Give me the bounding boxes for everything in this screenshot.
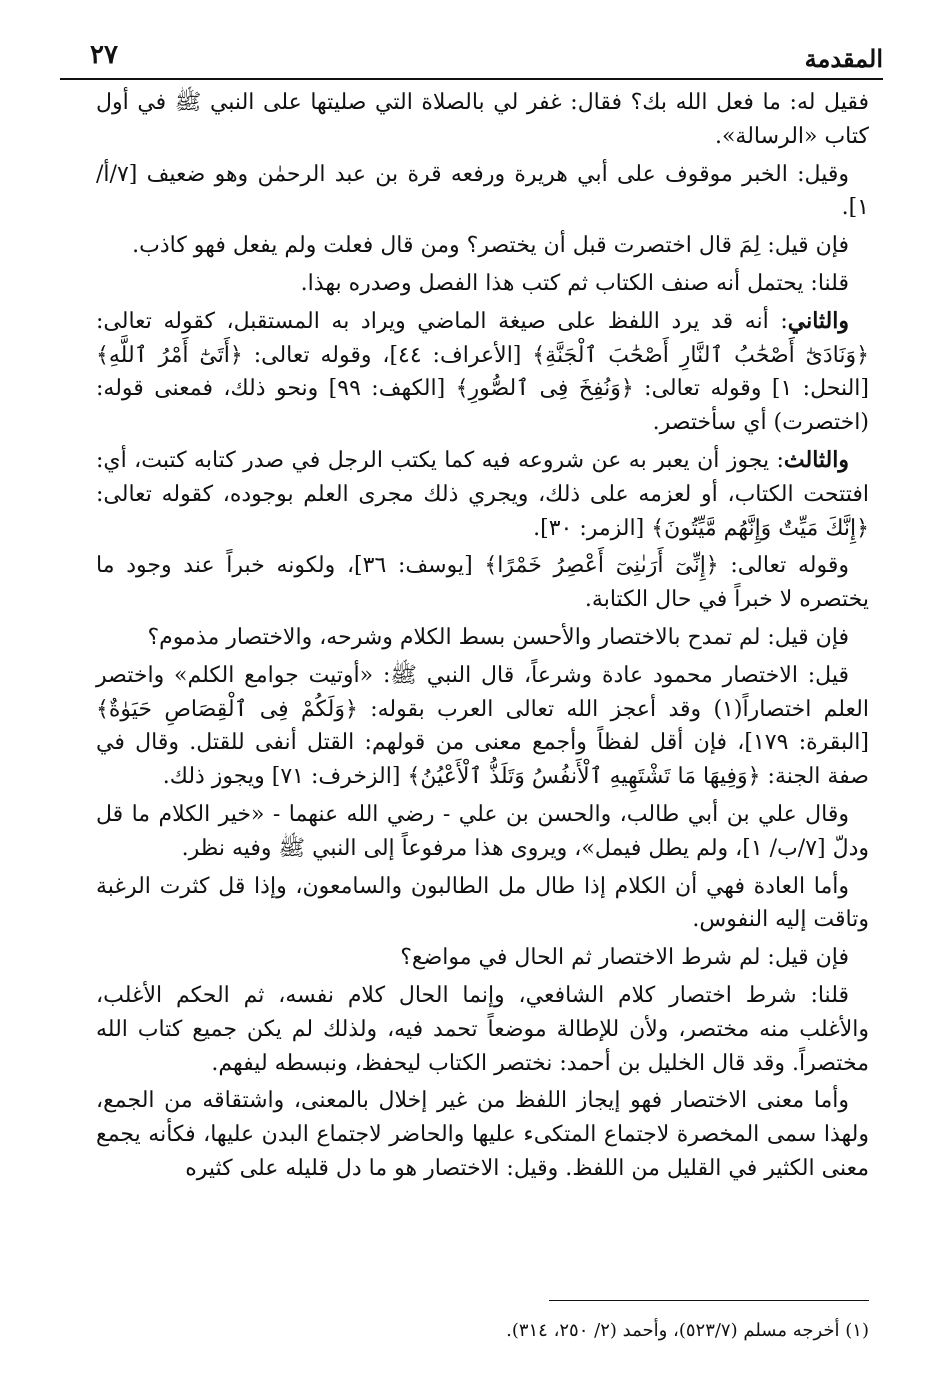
paragraph-9: قيل: الاختصار محمود عادة وشرعاً، قال النبي ﷺ: «أوتيت جوامع الكلم» واختصر العلم اختصاراً(١) وقد أعجز الله تعالى العرب بقوله: ﴿وَلَكُمْ فِى ٱلْقِصَاصِ حَيَوٰةٌ﴾ [البقرة: ١٧٩]، فإن أقل لفظاً وأجمع معنى من قولهم: القتل أنفى للقتل. وقال في صفة الجنة: ﴿وَفِيهَا مَا تَشْتَهِيهِ ٱلْأَنفُسُ وَتَلَذُّ ٱلْأَعْيُنُ﴾ [الزخرف: ٧١] ويجوز ذلك. — [96, 662, 869, 790]
main-text — [96, 86, 869, 1190]
bold-lead-word: والثاني — [787, 307, 849, 334]
page-number: ٢٧ — [90, 40, 118, 70]
paragraph-12: فإن قيل: لم شرط الاختصار ثم الحال في مواضع؟ — [400, 945, 849, 971]
footnotes — [96, 1318, 869, 1344]
paragraph-4: قلنا: يحتمل أنه صنف الكتاب ثم كتب هذا الفصل وصدره بهذا. — [300, 270, 849, 296]
paragraph-11: وأما العادة فهي أن الكلام إذا طال مل الطالبون والسامعون، وإذا قل كثرت الرغبة وتاقت إليه النفوس. — [96, 873, 869, 933]
paragraph-10: وقال علي بن أبي طالب، والحسن بن علي - رضي الله عنهما - «خير الكلام ما قل ودلّ [٧/ب/ ١]، ولم يطل فيمل»، ويروى هذا مرفوعاً إلى النبي ﷺ وفيه نظر. — [96, 801, 869, 861]
running-title: المقدمة — [804, 44, 883, 73]
header-rule — [60, 78, 883, 80]
paragraph-5: والثاني: أنه قد يرد اللفظ على صيغة الماضي ويراد به المستقبل، كقوله تعالى: ﴿وَنَادَىٰٓ أَصْحَٰبُ ٱلنَّارِ أَصْحَٰبَ ٱلْجَنَّةِ﴾ [الأعراف: ٤٤]، وقوله تعالى: ﴿أَتَىٰٓ أَمْرُ ٱللَّهِ﴾ [النحل: ١] وقوله تعالى: ﴿وَنُفِخَ فِى ٱلصُّورِ﴾ [الكهف: ٩٩] ونحو ذلك، فمعنى قوله: (اختصرت) أي سأختصر. — [96, 307, 869, 436]
bold-lead-word: والثالث — [783, 446, 849, 473]
paragraph-2: وقيل: الخبر موقوف على أبي هريرة ورفعه قرة بن عبد الرحمٰن وهو ضعيف [٧/أ/ ١]. — [96, 161, 869, 221]
paragraph-7: وقوله تعالى: ﴿إِنِّىٓ أَرَىٰنِىٓ أَعْصِرُ خَمْرًا﴾ [يوسف: ٣٦]، ولكونه خبراً عند وجود ما يختصره لا خبراً في حال الكتابة. — [96, 553, 869, 613]
page-header — [60, 40, 883, 76]
footnote-rule — [549, 1300, 869, 1301]
paragraph-8: فإن قيل: لم تمدح بالاختصار والأحسن بسط الكلام وشرحه، والاختصار مذموم؟ — [147, 624, 849, 650]
footnote-1: (١) أخرجه مسلم (٥٢٣/٧)، وأحمد (٢/ ٢٥٠، ٣١٤). — [506, 1320, 869, 1341]
paragraph-6: والثالث: يجوز أن يعبر به عن شروعه فيه كما يكتب الرجل في صدر كتابه كتبت، أي: افتتحت الكتاب، أو لعزمه على ذلك، ويجري ذلك مجرى العلم بوجوده، كقوله تعالى: ﴿إِنَّكَ مَيِّتٌ وَإِنَّهُم مَّيِّتُونَ﴾ [الزمر: ٣٠]. — [96, 446, 869, 541]
paragraph-3: فإن قيل: لِمَ قال اختصرت قبل أن يختصر؟ ومن قال فعلت ولم يفعل فهو كاذب. — [132, 233, 849, 259]
paragraph-1: فقيل له: ما فعل الله بك؟ فقال: غفر لي بالصلاة التي صليتها على النبي ﷺ في أول كتاب «الرسالة». — [96, 90, 869, 149]
paragraph-14: وأما معنى الاختصار فهو إيجاز اللفظ من غير إخلال بالمعنى، واشتقاقه من الجمع، ولهذا سمى المخصرة لاجتماع المتكىء عليها والحاضر لاجتماع البدن عليها، فكأنه يجمع معنى الكثير في القليل من اللفظ. وقيل: الاختصار هو ما دل قليله على كثيره — [96, 1088, 869, 1181]
paragraph-13: قلنا: شرط اختصار كلام الشافعي، وإنما الحال كلام نفسه، ثم الحكم الأغلب، والأغلب منه مختصر، ولأن للإطالة موضعاً تحمد فيه، ولذلك لم يكن جميع كتاب الله مختصراً. وقد قال الخليل بن أحمد: نختصر الكتاب ليحفظ، ونبسطه ليفهم. — [96, 982, 869, 1076]
